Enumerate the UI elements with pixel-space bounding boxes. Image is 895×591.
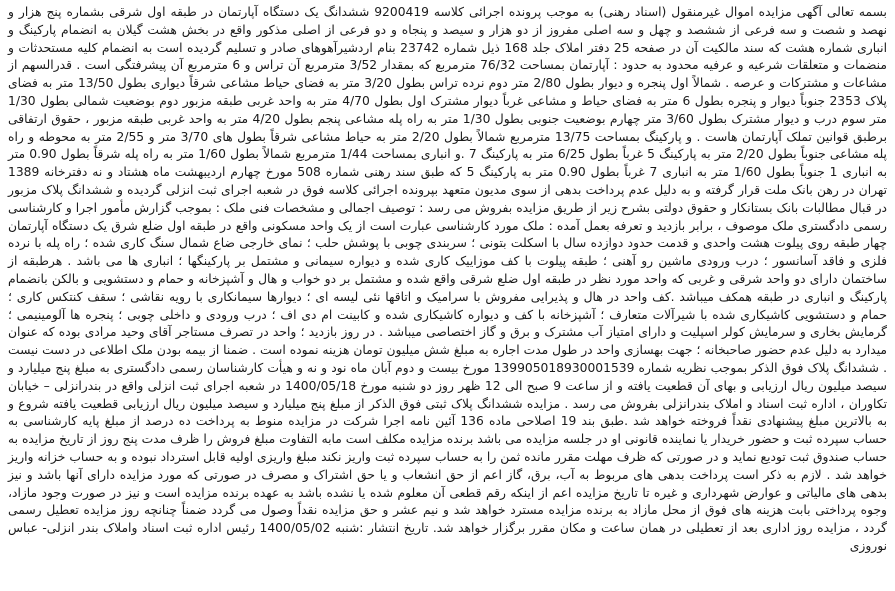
auction-notice-text: بسمه تعالی آگهی مزایده اموال غیرمنقول (اسناد رهنی) به موجب پرونده اجرائی کلاسه 9200419 ششدانگ یک دستگاه آپارتمان در طبقه اول شرقی بشماره پنج هزار و نهصد و شصت و سه فرعی از ششصد و چهل و سه اصلی مفروز از دو هزار و سیصد و پنجاه و دو فرعی از اصلی مذکور واقع در بخش هشت گیلان به انضمام پارکینگ و انباری شماره هشت که سند مالکیت آن در صفحه 25 دفتر املاک جلد 168 ذیل شماره 23742 بنام اردشیرآهوهای صادر و تسلیم گردیده است به انضمام کلیه مستحدثات و منضمات و متعلقات شرعیه و عرفیه محدود به حدود : آپارتمان بمساحت 76/32 مترمربع که بمقدار 3/52 مترمربع آن تراس و 6 مترمربع آن پیشرفتگی است . قدرالسهم از مشاعات و مشترکات و عرصه . شمالاً اول پنجره و دیوار بطول 2/80 متر دوم نرده تراس بطول 3/20 متر به فضای حیاط مشاعی شرقاً دیواری بطول 13/50 متر به فضای پلاک 2353 جنوباً دیوار و پنجره بطول 6 متر به فضای حیاط و مشاعی غرباً دیوار مشترک اول بطول 4/70 متر به واحد غربی طبقه مزبور دوم بوضعیت شمالی بطول 1/30 متر سوم درب و دیوار مشترک بطول 3/60 متر چهارم بوضعیت جنوبی بطول 1/30 متر به راه پله مشاعی پنجم بطول 4/20 متر به واحد غربی طبقه مزبور ، حقوق ارتفاقی برطبق قوانین تملک آپارتمان هاست . و پارکینگ بمساحت 13/75 مترمربع شمالاً بطول 2/20 متر به حیاط مشاعی شرقاً بطول های 3/70 متر و 2/55 متر به محوطه و راه پله مشاعی جنوباً بطول 2/20 متر به پارکینگ 5 غرباً بطول 6/25 متر به پارکینگ 7 .و انباری بمساحت 1/44 مترمربع شمالاً بطول 1/60 متر به راه پله شرقاً بطول 0.90 متر به انباری 1 جنوباً بطول 1/60 متر به انباری 7 غرباً بطول 0.90 متر به پارکینگ 5 که طبق سند رهنی شماره 508 مورخ چهارم اردیبهشت ماه هشتاد و نه دفترخانه 1389 تهران در رهن بانک ملت قرار گرفته و به دلیل عدم پرداخت بدهی از سوی مدیون متعهد بپرونده اجرائی کلاسه فوق در شعبه اجرای ثبت انزلی گردیده و ششدانگ پلاک مزبور در قبال مطالبات بانک بستانکار و حقوق دولتی بشرح زیر از طریق مزایده بفروش می رسد : توصیف اجمالی و مشخصات فنی ملک : بموجب گزارش مأمور اجرا و کارشناسی رسمی دادگستری ملک موصوف ، برابر بازدید و تعرفه بعمل آمده : ملک مورد کارشناسی عبارت است از یک واحد مسکونی واقع در طبقه اول ضلع شرق یک دستگاه آپارتمان چهار طبقه روی پیلوت هشت واحدی و قدمت حدود دوازده سال با اسکلت بتونی ؛ سربندی چوبی با پوشش حلب ؛ نمای خارجی ضاع شمال سنگ کاری شده ؛ راه پله با نرده فلزی و فاقد آسانسور ؛ درب ورودی ماشین رو آهنی ؛ طبقه پیلوت با کف موزاییک کاری شده و دیواره سیمانی و مشتمل بر پارکینگها ؛ انباری ها می باشد . هرطبقه از ساختمان دارای دو واحد شرقی و غربی که واحد مورد نظر در طبقه اول ضلع شرقی واقع شده و مشتمل بر دو خواب و هال و آشپزخانه و حمام و دستشویی و بالکن بانضمام پارکینگ و انباری در طبقه همکف میباشد .کف واحد در هال و پذیرایی مفروش با سرامیک و اتاقها نئی لیسه ای ؛ دیوارها سیمانکاری با رویه نقاشی ؛ سقف کنتکس کاری ؛ حمام و دستشویی کاشیکاری شده با شیرآلات متعارف ؛ آشپزخانه با کف و دیواره کاشیکاری شده و کابینت ام دی اف ؛ درب ورودی و داخلی چوبی ؛ پنجره ها آلومینیمی ؛ گرمایش بخاری و سرمایش کولر اسپلیت و دارای امتیاز آب مشترک و برق و گاز اختصاصی میباشد . در روز بازدید ؛ واحد در تصرف مستاجر آقای وحید مرادی بوده که عنوان میدارد به دلیل عدم حضور صاحبخانه ؛ جهت بهسازی واحد در طول مدت اجاره به مبلغ شش میلیون تومان هزینه نموده است . ضمنا از بیمه بودن ملک اطلاعی در دست نیست . ششدانگ پلاک فوق الذکر بموجب نظریه شماره 139905018930001539 مورخ بیست و دوم آبان ماه نود و نه و هیأت کارشناسان رسمی دادگستری به مبلغ پنج میلیارد و سیصد میلیون ریال ارزیابی و بهای آن قطعیت یافته و از ساعت 9 صبح الی 12 ظهر روز دو شنبه مورخ 1400/05/18 در شعبه اجرای ثبت انزلی واقع در بندرانزلی – خیابان تکاوران ، اداره ثبت اسناد و املاک بندرانزلی بفروش می رسد . مزایده ششدانگ پلاک ثبتی فوق الذکر از مبلغ پنج میلیارد و سیصد میلیون ریال ارزیابی قطعیت یافته شروع و به بالاترین مبلغ پیشنهادی نقداً فروخته خواهد شد .طبق بند 19 اصلاحی ماده 136 آئین نامه اجرا شرکت در مزایده منوط به پرداخت ده درصد از مبلغ پایه کارشناسی به حساب سپرده ثبت و حضور خریدار یا نماینده قانونی او در جلسه مزایده می باشد برنده مزایده مکلف است مابه التفاوت مبلغ فروش را ظرف مدت پنج روز از تاریخ مزایده به حساب صندوق ثبت تودیع نماید و در صورتی که ظرف مهلت مقرر مانده ثمن را به حساب سپرده ثبت واریز نکند مبلغ واریزی اولیه قابل استرداد نبوده و به حساب خزانه واریز خواهد شد . لازم به ذکر است پرداخت بدهی های مربوط به آب، برق، گاز اعم از حق انشعاب و یا حق اشتراک و مصرف در صورتی که مورد مزایده دارای آنها باشد و نیز بدهی های مالیاتی و عوارض شهرداری و غیره تا تاریخ مزایده اعم از اینکه رقم قطعی آن معلوم شده یا نشده باشد به عهده برنده مزایده است و نیز در صورت وجود مازاد، وجوه پرداختی بابت هزینه های فوق از محل مازاد به برنده مزایده مسترد خواهد شد و نیم عشر و حق مزایده نقداً وصول می گردد ضمناً چنانچه روز مزایده تعطیل رسمی گردد ، مزایده روز اداری بعد از تعطیلی در همان ساعت و مکان مقرر برگزار خواهد شد. تاریخ انتشار :شنبه 1400/05/02 رئیس اداره ثبت اسناد واملاک بندر انزلی- عباس نوروزی: [8, 5, 888, 553]
